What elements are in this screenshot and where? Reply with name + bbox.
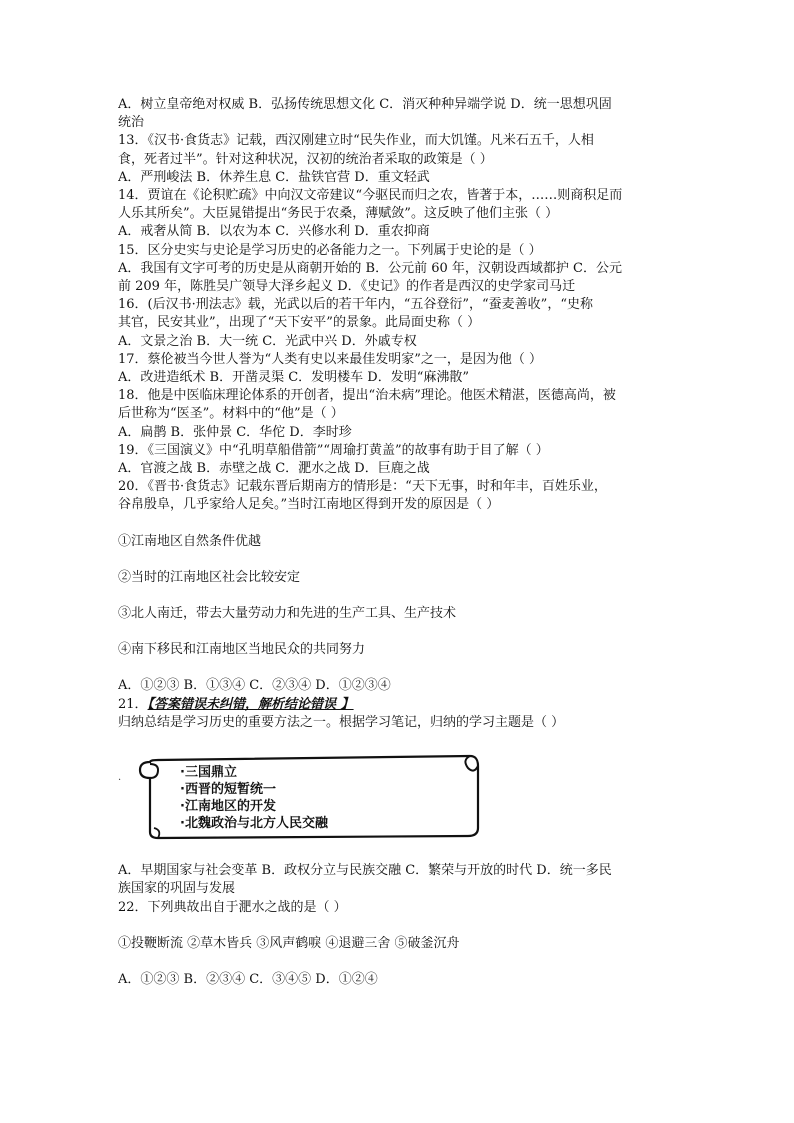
text-line: 统治 (118, 115, 145, 131)
text-line: 食，死者过半”。针对这种状况，汉初的统治者采取的政策是（ ） (118, 151, 493, 167)
q22-options: ①投鞭断流 ②草木皆兵 ③风声鹤唳 ④退避三舍 ⑤破釜沉舟 (118, 935, 460, 951)
text-line: 前 209 年，陈胜吴广领导大泽乡起义 D．《史记》的作者是西汉的史学家司马迁 (118, 279, 576, 295)
text-line: 谷帛殷阜，几乎家给人足矣。”当时江南地区得到开发的原因是（ ） (118, 497, 500, 513)
q20-option-4: ④南下移民和江南地区当地民众的共同努力 (118, 642, 366, 658)
document-content (118, 96, 678, 989)
text-line: 后世称为“医圣”。材料中的“他”是（ ） (118, 406, 344, 422)
q20-option-2: ②当时的江南地区社会比较安定 (118, 569, 301, 585)
text-line: A．官渡之战 B．赤壁之战 C．淝水之战 D．巨鹿之战 (118, 461, 430, 477)
text-line: A．严刑峻法 B．休养生息 C．盐铁官营 D．重文轻武 (118, 169, 430, 185)
text-line: 18．他是中医临床理论体系的开创者，提出“治未病”理论。他医术精湛，医德高尚，被 (118, 388, 616, 404)
questions-12-to-20 (118, 96, 678, 515)
scroll-item: ·三国鼎立 (180, 765, 237, 781)
scroll-list (180, 764, 328, 832)
text-line: A．文景之治 B．大一统 C．光武中兴 D．外戚专权 (118, 333, 417, 349)
study-notes-figure (118, 742, 678, 862)
q21-number: 21． (118, 696, 148, 712)
tick-mark-icon: · (118, 775, 122, 787)
text-line: 13．《汉书·食货志》记载，西汉刚建立时“民失作业，而大饥馑。凡米石五千，人相 (118, 133, 594, 149)
text-line: A．改进造纸术 B．开凿灵渠 C．发明楼车 D．发明“麻沸散” (118, 370, 470, 386)
q21-answer-line-2: 族国家的巩固与发展 (118, 881, 236, 897)
text-line: 19．《三国演义》中“孔明草船借箭”“周瑜打黄盖”的故事有助于目了解（ ） (118, 442, 549, 458)
text-line: A．戒奢从简 B．以农为本 C．兴修水利 D．重农抑商 (118, 224, 430, 240)
text-line: A．树立皇帝绝对权威 B．弘扬传统思想文化 C．消灭种种异端学说 D．统一思想巩固 (118, 97, 612, 112)
q20-option-1: ①江南地区自然条件优越 (118, 533, 262, 549)
text-line: 14．贾谊在《论积贮疏》中向汉文帝建议“今驱民而归之农，皆著于本，……则商积足而 (118, 188, 623, 204)
q22-answer-choices: A．①②③ B．②③④ C．③④⑤ D．①②④ (118, 971, 378, 987)
text-line: A．我国有文字可考的历史是从商朝开始的 B．公元前 60 年，汉朝设西域都护 C．公元 (118, 260, 622, 276)
q21-error-tag: 【答案错误未纠错，解析结论错误 】 (147, 696, 354, 712)
scroll-item: ·北魏政治与北方人民交融 (180, 816, 328, 832)
text-line: 16．(后汉书·刑法志》载，光武以后的若干年内，“五谷登衍”，“蚕麦善收”，“史称 (118, 297, 593, 313)
q21-header (118, 696, 678, 714)
scroll-item: ·江南地区的开发 (180, 799, 276, 815)
q22-stem: 22．下列典故出自于淝水之战的是（ ） (118, 899, 347, 915)
q21-answer-line-1: A．早期国家与社会变革 B．政权分立与民族交融 C．繁荣与开放的时代 D．统一多民 (118, 863, 612, 879)
q20-option-3: ③北人南迁，带去大量劳动力和先进的生产工具、生产技术 (118, 606, 457, 622)
text-line: A．扁鹊 B．张仲景 C．华佗 D．李时珍 (118, 424, 352, 440)
text-line: 其官，民安其业”，出现了“天下安平”的景象。此局面史称（ ） (118, 315, 481, 331)
q21-stem: 归纳总结是学习历史的重要方法之一。根据学习笔记，归纳的学习主题是（ ） (118, 714, 565, 730)
text-line: 15．区分史实与史论是学习历史的必备能力之一。下列属于史论的是（ ） (118, 242, 542, 258)
text-line: 人乐其所矣”。大臣晁错提出“务民于农桑，薄赋敛”。这反映了他们主张（ ） (118, 206, 559, 222)
scroll-item: ·西晋的短暂统一 (180, 782, 276, 798)
q20-answer-choices: A．①②③ B．①③④ C．②③④ D．①②③④ (118, 678, 391, 694)
text-line: 20．《晋书·食货志》记载东晋后期南方的情形是：“天下无事，时和年丰，百姓乐业， (118, 479, 607, 495)
text-line: 17．蔡伦被当今世人誉为“人类有史以来最佳发明家”之一，是因为他（ ） (118, 351, 542, 367)
scroll-image (136, 752, 488, 842)
